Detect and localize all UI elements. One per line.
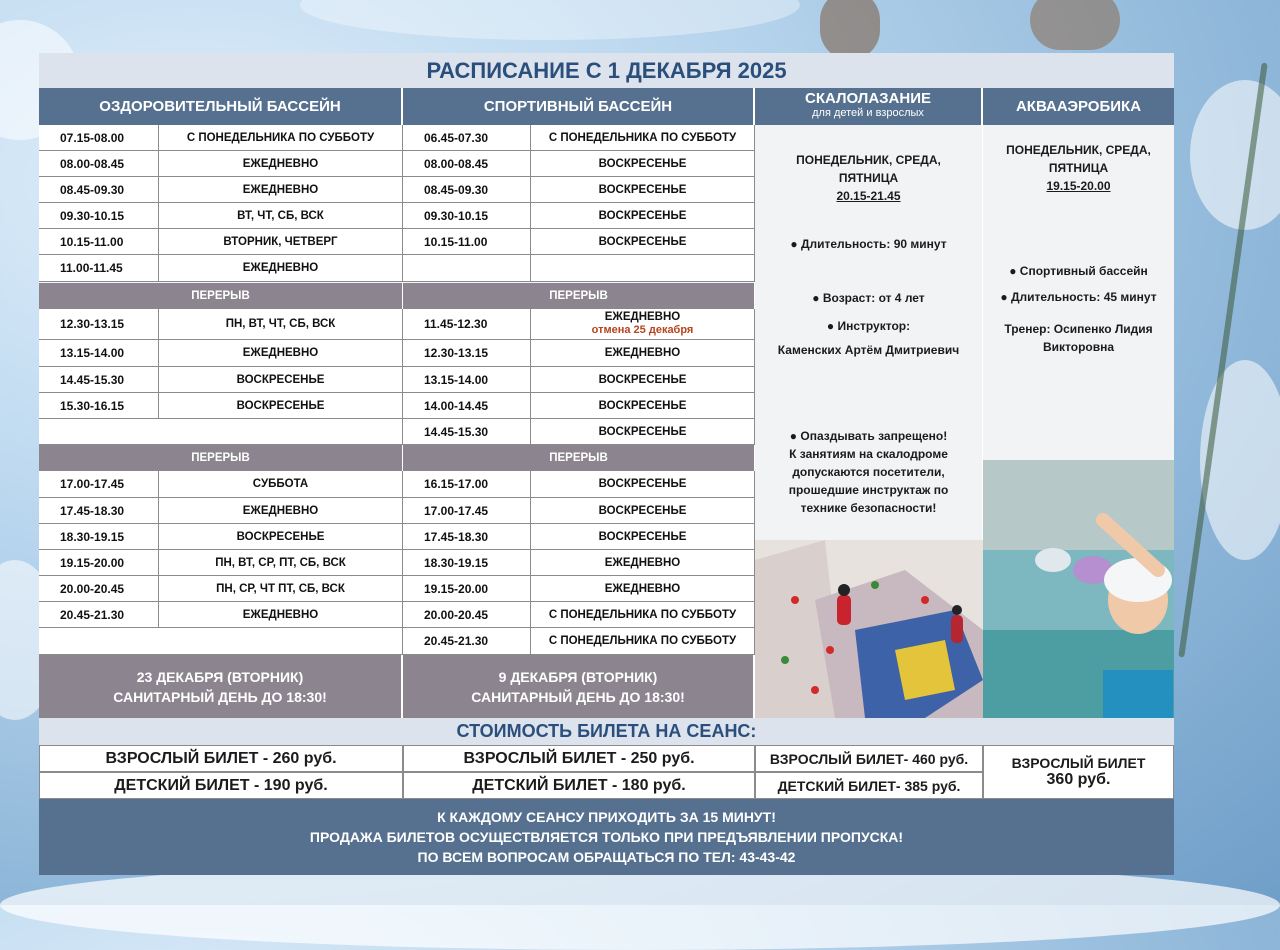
climbing-photo bbox=[755, 540, 983, 718]
break-row: ПЕРЕРЫВ bbox=[39, 283, 403, 309]
climbing-days-line2: ПЯТНИЦА bbox=[838, 171, 899, 185]
price-sport-child: ДЕТСКИЙ БИЛЕТ - 180 руб. bbox=[403, 772, 755, 799]
time-cell: 20.00-20.45 bbox=[403, 602, 531, 628]
break-row: ПЕРЕРЫВ bbox=[403, 283, 755, 309]
days-cell: ВОСКРЕСЕНЬЕ bbox=[531, 524, 755, 550]
days-cell: ВТОРНИК, ЧЕТВЕРГ bbox=[159, 229, 403, 255]
time-cell: 08.00-08.45 bbox=[39, 151, 159, 177]
price-health-adult: ВЗРОСЛЫЙ БИЛЕТ - 260 руб. bbox=[39, 745, 403, 772]
time-cell: 08.45-09.30 bbox=[403, 177, 531, 203]
time-cell: 14.45-15.30 bbox=[39, 367, 159, 393]
days-cell: ВОСКРЕСЕНЬЕ bbox=[159, 524, 403, 550]
time-cell: 14.45-15.30 bbox=[403, 419, 531, 445]
footer-line-1: К КАЖДОМУ СЕАНСУ ПРИХОДИТЬ ЗА 15 МИНУТ! bbox=[437, 809, 776, 825]
time-cell: 17.00-17.45 bbox=[39, 471, 159, 498]
time-cell: 09.30-10.15 bbox=[39, 203, 159, 229]
days-cell: С ПОНЕДЕЛЬНИКА ПО СУББОТУ bbox=[531, 602, 755, 628]
time-cell: 12.30-13.15 bbox=[403, 340, 531, 367]
climbing-age: ● Возраст: от 4 лет bbox=[812, 291, 925, 305]
time-cell: 18.30-19.15 bbox=[39, 524, 159, 550]
price-aqua-label: ВЗРОСЛЫЙ БИЛЕТ bbox=[1011, 755, 1146, 771]
days-cell: ВОСКРЕСЕНЬЕ bbox=[531, 203, 755, 229]
price-sport-adult: ВЗРОСЛЫЙ БИЛЕТ - 250 руб. bbox=[403, 745, 755, 772]
break-row: ПЕРЕРЫВ bbox=[39, 445, 403, 471]
climbing-instructor-label: ● Инструктор: bbox=[826, 319, 911, 333]
climbing-duration: ● Длительность: 90 минут bbox=[790, 237, 947, 251]
aqua-place: ● Спортивный бассейн bbox=[1009, 264, 1148, 278]
time-cell: 09.30-10.15 bbox=[403, 203, 531, 229]
days-text: ЕЖЕДНЕВНО bbox=[604, 311, 681, 323]
empty-row bbox=[39, 628, 403, 655]
climbing-warning-2: К занятиям на скалодроме bbox=[789, 447, 948, 461]
climbing-warning-3: допускаются посетители, bbox=[792, 465, 945, 479]
aqua-time: 19.15-20.00 bbox=[1046, 179, 1111, 193]
swimmers-illustration bbox=[983, 460, 1174, 718]
time-cell: 16.15-17.00 bbox=[403, 471, 531, 498]
time-cell: 19.15-20.00 bbox=[39, 550, 159, 576]
header-climbing: СКАЛОЛАЗАНИЕ для детей и взрослых bbox=[755, 88, 983, 125]
climbing-instructor-name: Каменских Артём Дмитриевич bbox=[777, 343, 960, 357]
days-cell: ВТ, ЧТ, СБ, ВСК bbox=[159, 203, 403, 229]
climbing-info bbox=[755, 125, 983, 540]
footer-line-2: ПРОДАЖА БИЛЕТОВ ОСУЩЕСТВЛЯЕТСЯ ТОЛЬКО ПРИ ПРЕДЪЯВЛЕНИИ ПРОПУСКА! bbox=[309, 829, 904, 845]
time-cell: 06.45-07.30 bbox=[403, 125, 531, 151]
time-cell: 11.00-11.45 bbox=[39, 255, 159, 282]
page-title: РАСПИСАНИЕ С 1 ДЕКАБРЯ 2025 bbox=[39, 53, 1174, 88]
cancellation-remark: отмена 25 декабря bbox=[591, 324, 694, 336]
days-cell: ВОСКРЕСЕНЬЕ bbox=[531, 229, 755, 255]
aqua-trainer-line2: Викторовна bbox=[1042, 340, 1115, 354]
time-cell: 19.15-20.00 bbox=[403, 576, 531, 602]
days-cell: ЕЖЕДНЕВНО bbox=[159, 340, 403, 367]
days-cell: ЕЖЕДНЕВНО bbox=[159, 498, 403, 524]
days-cell-empty bbox=[531, 255, 755, 282]
prices-title: СТОИМОСТЬ БИЛЕТА НА СЕАНС: bbox=[39, 718, 1174, 745]
time-cell: 14.00-14.45 bbox=[403, 393, 531, 419]
price-climb-adult: ВЗРОСЛЫЙ БИЛЕТ- 460 руб. bbox=[755, 745, 983, 772]
sanitary-day-note-health: 23 ДЕКАБРЯ (ВТОРНИК) САНИТАРНЫЙ ДЕНЬ ДО 18:30! bbox=[39, 655, 403, 718]
time-cell: 08.00-08.45 bbox=[403, 151, 531, 177]
days-cell: ВОСКРЕСЕНЬЕ bbox=[531, 393, 755, 419]
header-health-pool: ОЗДОРОВИТЕЛЬНЫЙ БАССЕЙН bbox=[39, 88, 403, 125]
climbing-wall-illustration bbox=[755, 540, 983, 718]
days-cell: ВОСКРЕСЕНЬЕ bbox=[531, 177, 755, 203]
time-cell: 13.15-14.00 bbox=[403, 367, 531, 393]
days-cell: ЕЖЕДНЕВНО bbox=[159, 255, 403, 282]
price-aqua-adult bbox=[983, 745, 1174, 799]
climbing-days-line1: ПОНЕДЕЛЬНИК, СРЕДА, bbox=[796, 153, 941, 167]
days-cell: ВОСКРЕСЕНЬЕ bbox=[531, 471, 755, 498]
break-row: ПЕРЕРЫВ bbox=[403, 445, 755, 471]
time-cell: 20.45-21.30 bbox=[403, 628, 531, 655]
days-cell: ВОСКРЕСЕНЬЕ bbox=[531, 419, 755, 445]
header-sport-pool: СПОРТИВНЫЙ БАССЕЙН bbox=[403, 88, 755, 125]
price-climb-child: ДЕТСКИЙ БИЛЕТ- 385 руб. bbox=[755, 772, 983, 799]
days-cell: ПН, СР, ЧТ ПТ, СБ, ВСК bbox=[159, 576, 403, 602]
days-cell: ЕЖЕДНЕВНО bbox=[531, 576, 755, 602]
aqua-info bbox=[983, 125, 1174, 460]
time-cell: 18.30-19.15 bbox=[403, 550, 531, 576]
time-cell: 15.30-16.15 bbox=[39, 393, 159, 419]
days-cell: ЕЖЕДНЕВНО bbox=[159, 151, 403, 177]
price-aqua-value: 360 руб. bbox=[1046, 771, 1111, 788]
days-cell: С ПОНЕДЕЛЬНИКА ПО СУББОТУ bbox=[159, 125, 403, 151]
time-cell: 10.15-11.00 bbox=[39, 229, 159, 255]
aqua-trainer-line1: Тренер: Осипенко Лидия bbox=[1004, 322, 1153, 336]
aqua-duration: ● Длительность: 45 минут bbox=[1000, 290, 1157, 304]
days-cell: ЕЖЕДНЕВНО bbox=[159, 602, 403, 628]
time-cell: 20.45-21.30 bbox=[39, 602, 159, 628]
aqua-days-line2: ПЯТНИЦА bbox=[1048, 161, 1109, 175]
footer-line-3: ПО ВСЕМ ВОПРОСАМ ОБРАЩАТЬСЯ ПО ТЕЛ: 43-43-42 bbox=[417, 849, 796, 865]
climbing-warning-4: прошедшие инструктаж по bbox=[788, 483, 949, 497]
days-cell: ЕЖЕДНЕВНО bbox=[531, 340, 755, 367]
footer-notice bbox=[39, 799, 1174, 875]
days-cell: ПН, ВТ, ЧТ, СБ, ВСК bbox=[159, 309, 403, 340]
time-cell: 20.00-20.45 bbox=[39, 576, 159, 602]
time-cell: 13.15-14.00 bbox=[39, 340, 159, 367]
days-cell: ВОСКРЕСЕНЬЕ bbox=[531, 498, 755, 524]
aqua-aerobics-photo bbox=[983, 460, 1174, 718]
aqua-days-line1: ПОНЕДЕЛЬНИК, СРЕДА, bbox=[1006, 143, 1151, 157]
climbing-warning-1: ● Опаздывать запрещено! bbox=[789, 429, 948, 443]
price-health-child: ДЕТСКИЙ БИЛЕТ - 190 руб. bbox=[39, 772, 403, 799]
time-cell: 17.00-17.45 bbox=[403, 498, 531, 524]
time-cell: 17.45-18.30 bbox=[403, 524, 531, 550]
time-cell-empty bbox=[403, 255, 531, 282]
days-cell: С ПОНЕДЕЛЬНИКА ПО СУББОТУ bbox=[531, 125, 755, 151]
schedule-poster bbox=[39, 53, 1174, 875]
header-aqua: АКВААЭРОБИКА bbox=[983, 88, 1174, 125]
time-cell: 12.30-13.15 bbox=[39, 309, 159, 340]
time-cell: 17.45-18.30 bbox=[39, 498, 159, 524]
time-cell: 11.45-12.30 bbox=[403, 309, 531, 340]
sanitary-day-note-sport: 9 ДЕКАБРЯ (ВТОРНИК) САНИТАРНЫЙ ДЕНЬ ДО 18:30! bbox=[403, 655, 755, 718]
climbing-warning-5: технике безопасности! bbox=[800, 501, 937, 515]
climbing-time: 20.15-21.45 bbox=[836, 189, 901, 203]
days-cell: ЕЖЕДНЕВНО bbox=[531, 550, 755, 576]
days-cell: ЕЖЕДНЕВНО bbox=[159, 177, 403, 203]
empty-row bbox=[39, 419, 403, 445]
days-cell: ВОСКРЕСЕНЬЕ bbox=[159, 367, 403, 393]
days-cell: ПН, ВТ, СР, ПТ, СБ, ВСК bbox=[159, 550, 403, 576]
days-cell: ВОСКРЕСЕНЬЕ bbox=[531, 151, 755, 177]
days-cell: ВОСКРЕСЕНЬЕ bbox=[159, 393, 403, 419]
days-cell-with-remark bbox=[531, 309, 755, 340]
time-cell: 10.15-11.00 bbox=[403, 229, 531, 255]
days-cell: ВОСКРЕСЕНЬЕ bbox=[531, 367, 755, 393]
days-cell: С ПОНЕДЕЛЬНИКА ПО СУББОТУ bbox=[531, 628, 755, 655]
time-cell: 07.15-08.00 bbox=[39, 125, 159, 151]
days-cell: СУББОТА bbox=[159, 471, 403, 498]
time-cell: 08.45-09.30 bbox=[39, 177, 159, 203]
